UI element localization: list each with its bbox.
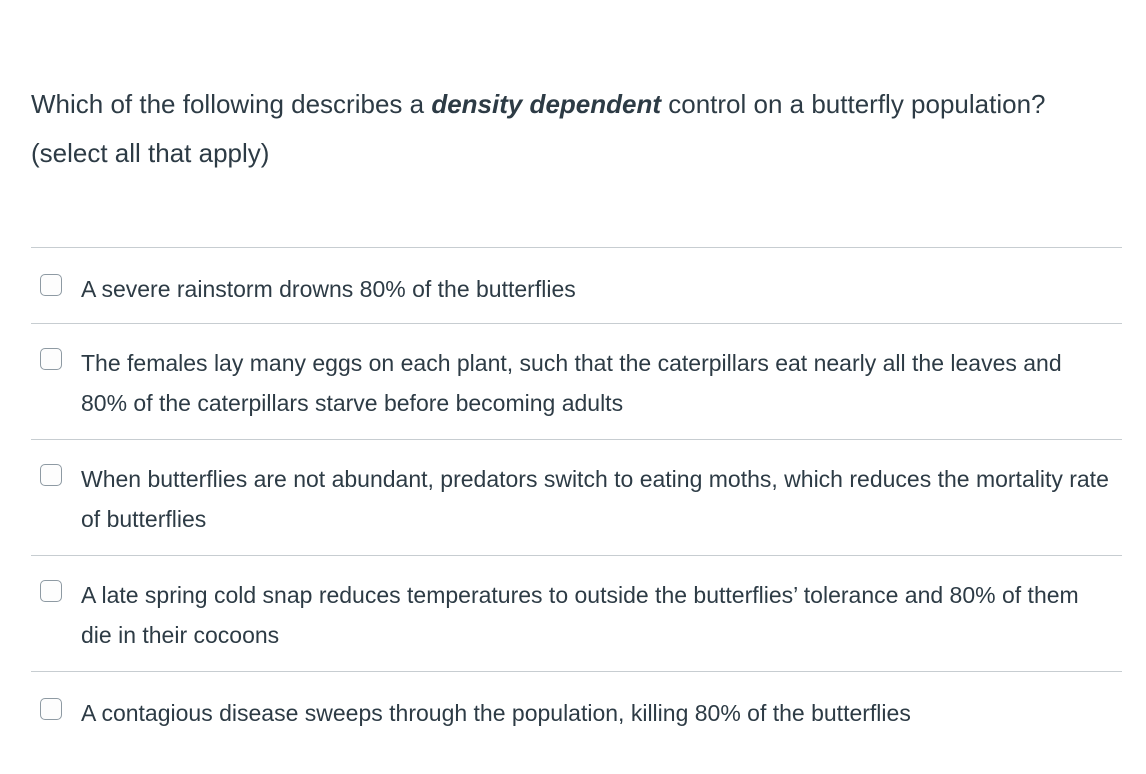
question-prefix: Which of the following describes a [31, 89, 432, 119]
answer-option-4[interactable] [31, 556, 1122, 672]
answer-checkbox[interactable] [40, 464, 62, 486]
answer-checkbox[interactable] [40, 348, 62, 370]
question-suffix: control on a butterfly population? (select all that apply) [31, 89, 1046, 168]
answer-label: A severe rainstorm drowns 80% of the butterflies [81, 276, 576, 302]
question-text [31, 80, 1121, 178]
question-emphasis: density dependent [431, 89, 662, 119]
answer-label: When butterflies are not abundant, predators switch to eating moths, which reduces the mortality rate of butterflies [81, 466, 1109, 532]
answer-label: A contagious disease sweeps through the population, killing 80% of the butterflies [81, 700, 911, 726]
answer-list [31, 247, 1122, 748]
answer-checkbox[interactable] [40, 698, 62, 720]
answer-label: A late spring cold snap reduces temperatures to outside the butterflies’ tolerance and 80% of them die in their cocoons [81, 582, 1079, 648]
answer-checkbox[interactable] [40, 274, 62, 296]
answer-checkbox[interactable] [40, 580, 62, 602]
answer-label: The females lay many eggs on each plant, such that the caterpillars eat nearly all the leaves and 80% of the caterpillars starve before becoming adults [81, 350, 1062, 416]
answer-option-1[interactable] [31, 248, 1122, 324]
answer-option-3[interactable] [31, 440, 1122, 556]
answer-option-5[interactable] [31, 672, 1122, 748]
answer-option-2[interactable] [31, 324, 1122, 440]
